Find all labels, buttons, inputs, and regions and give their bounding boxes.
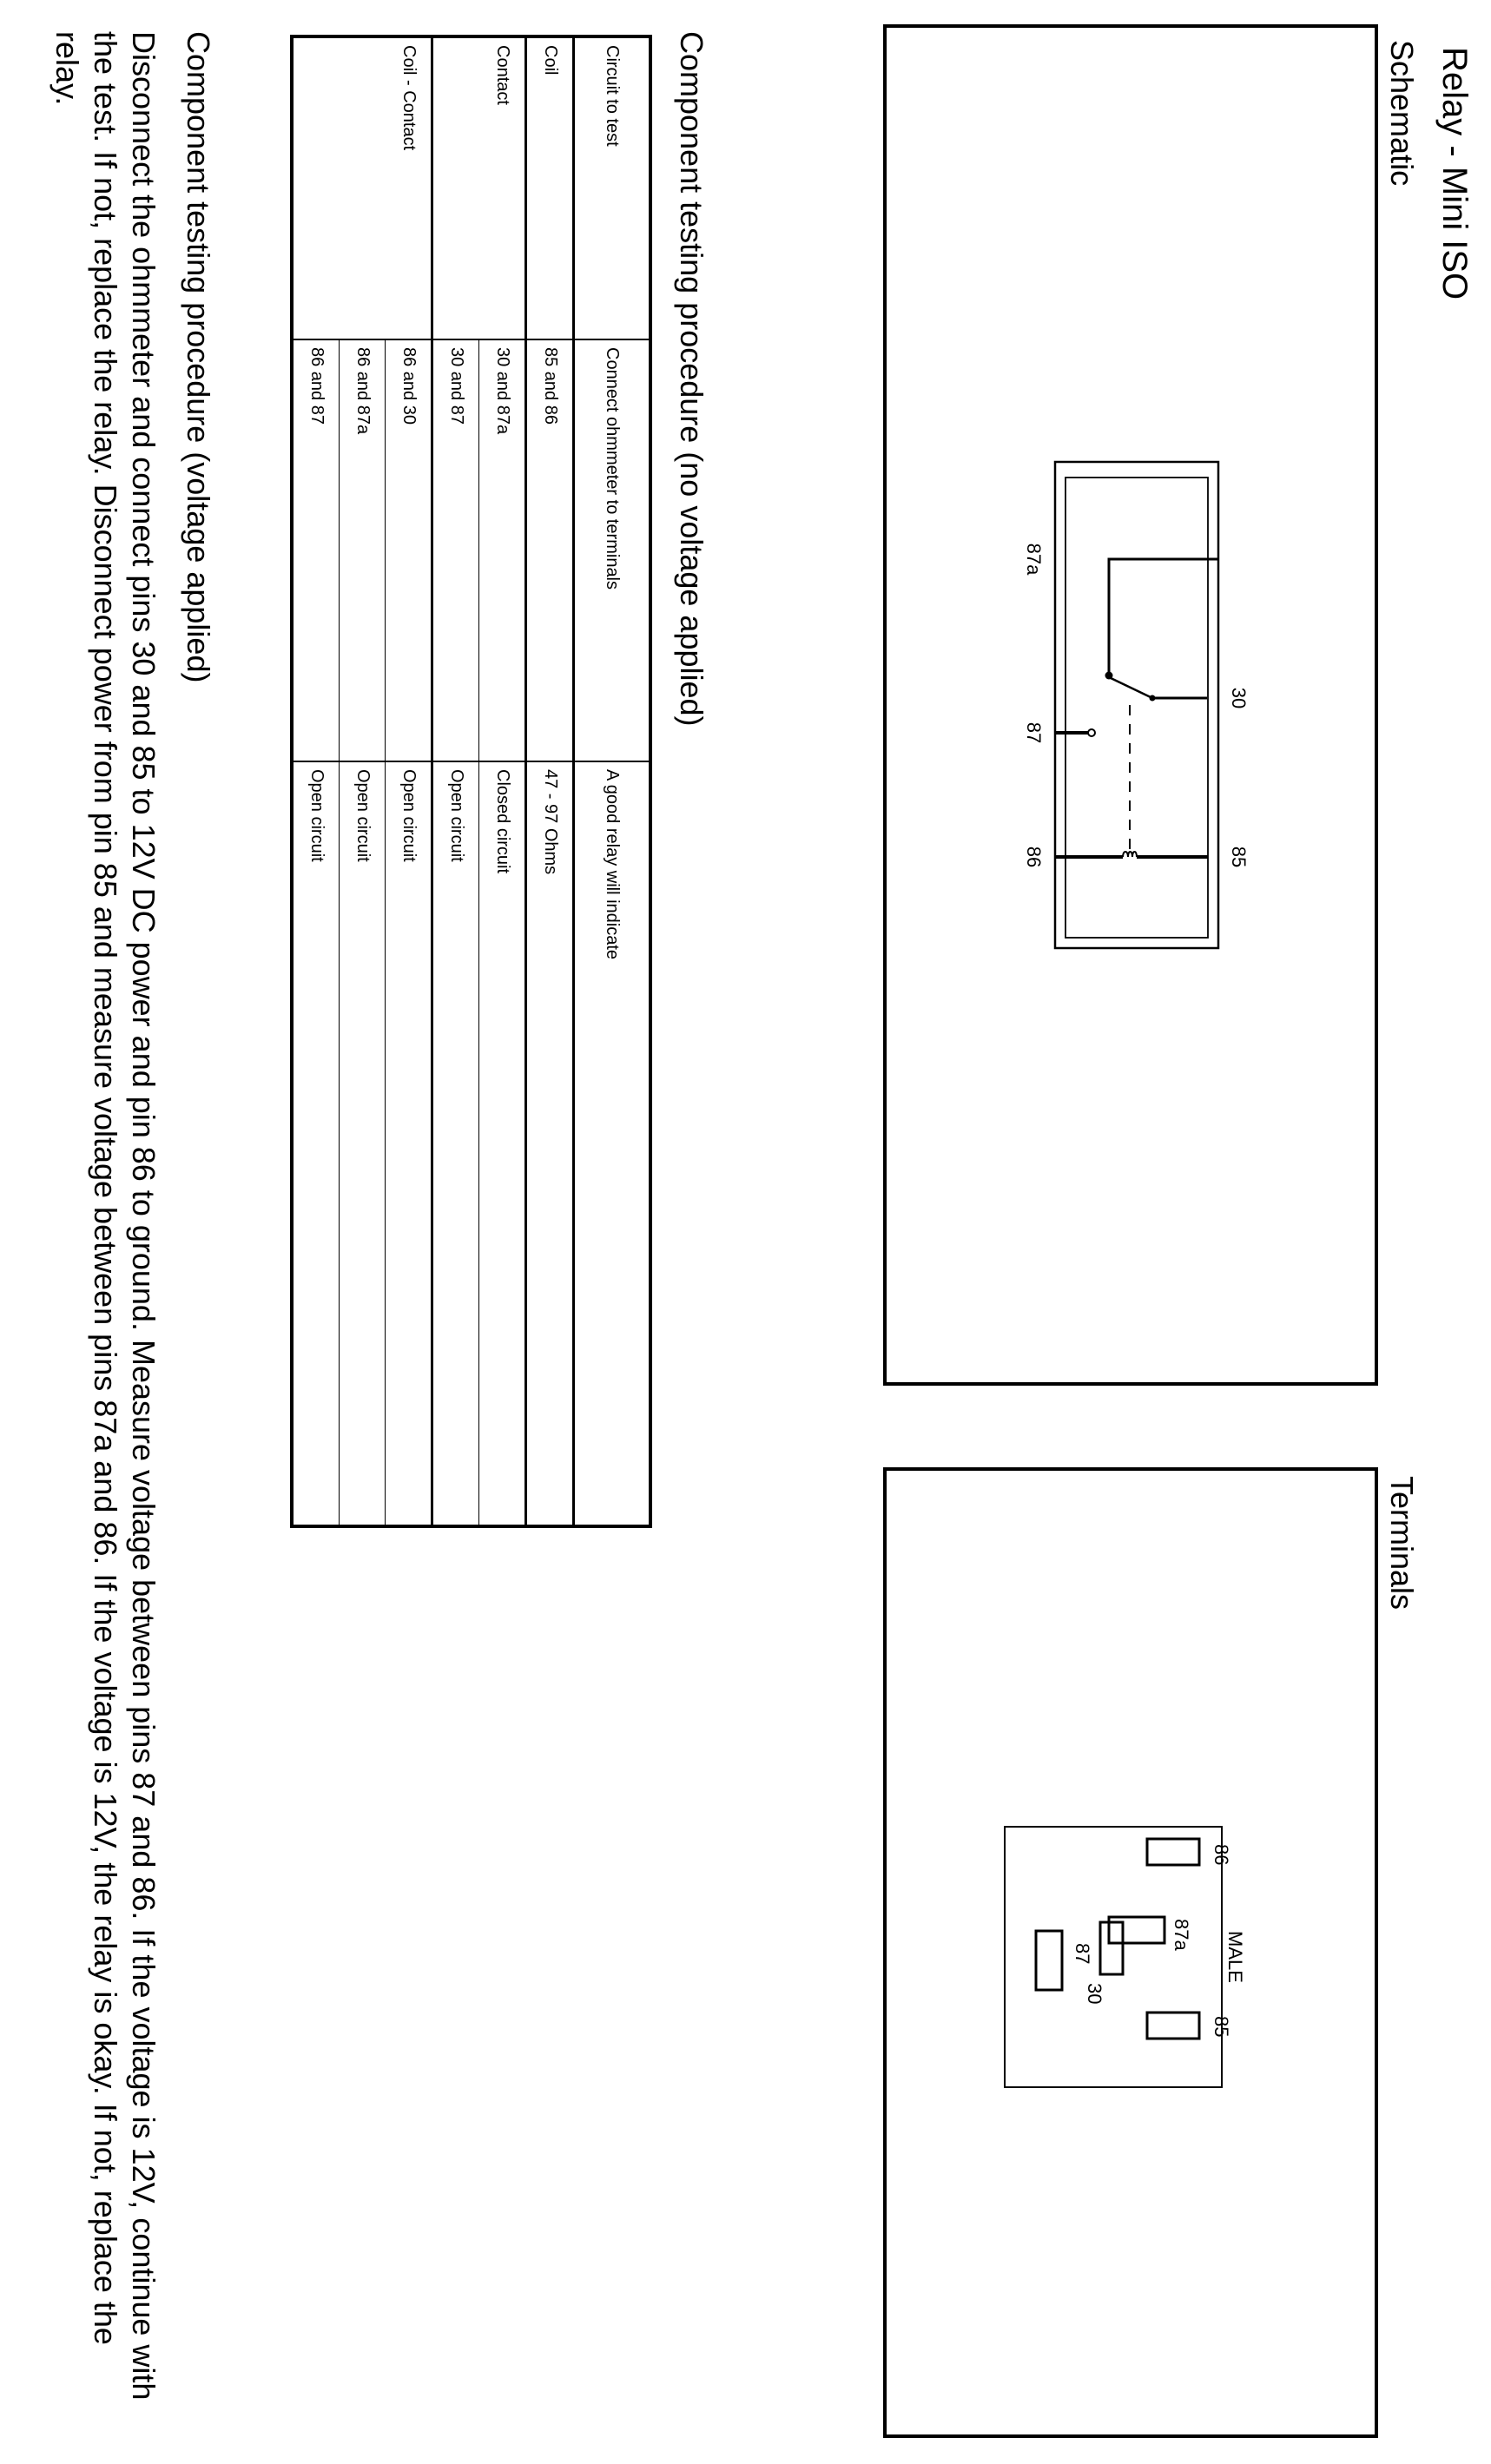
table-row (340, 36, 386, 1526)
row-circuit: Contact (479, 36, 526, 339)
table-row (526, 36, 574, 1526)
coil-winding (1123, 852, 1137, 857)
row-terminals: 30 and 87a (479, 339, 526, 761)
terminal-86-blade (1147, 1839, 1199, 1865)
relay-housing-outer (1055, 462, 1218, 948)
terminal-layout-diagram (887, 1471, 1375, 2434)
pin-87-label: 87 (1023, 721, 1045, 744)
row-indication: Open circuit (386, 761, 432, 1526)
terminal-85-blade (1147, 2013, 1199, 2039)
table-row (432, 36, 479, 1526)
header-indication: A good relay will indicate (574, 761, 650, 1526)
switch-arm (1109, 677, 1152, 698)
header-circuit: Circuit to test (574, 36, 650, 339)
pin-87a-label: 87a (1023, 543, 1045, 576)
pin-87a-wire (1109, 559, 1218, 675)
contact-87-point (1088, 729, 1095, 736)
relay-housing-inner (1065, 478, 1208, 938)
row-circuit: Coil (526, 36, 574, 339)
pin-85-label: 85 (1228, 846, 1250, 868)
row-terminals: 86 and 30 (386, 339, 432, 761)
voltage-applied-heading: Component testing procedure (voltage applied) (181, 31, 216, 683)
pin-86-label: 86 (1023, 846, 1045, 868)
table-row (293, 36, 340, 1526)
no-voltage-heading: Component testing procedure (no voltage applied) (674, 31, 709, 727)
row-terminals: 86 and 87a (340, 339, 386, 761)
terminal-86-label: 86 (1211, 1844, 1232, 1866)
terminal-87-blade (1036, 1931, 1062, 1990)
table-row (479, 36, 526, 1526)
row-circuit (340, 36, 386, 339)
terminal-30-label: 30 (1084, 1983, 1105, 2005)
row-indication: Open circuit (340, 761, 386, 1526)
terminal-85-label: 85 (1211, 2016, 1232, 2038)
ohmmeter-test-table (291, 35, 653, 1528)
row-indication: Closed circuit (479, 761, 526, 1526)
row-terminals: 86 and 87 (293, 339, 340, 761)
row-circuit: Coil - Contact (386, 36, 432, 339)
row-circuit (293, 36, 340, 339)
row-indication: Open circuit (307, 769, 327, 862)
table-header-row (574, 36, 650, 1526)
relay-schematic-diagram (887, 28, 1375, 1382)
page-title: Relay - Mini ISO (1435, 47, 1474, 300)
row-indication: Open circuit (432, 761, 479, 1526)
terminals-heading: Terminals (1384, 1476, 1420, 1611)
row-terminals: 30 and 87 (432, 339, 479, 761)
row-terminals: 85 and 86 (526, 339, 574, 761)
table-row (386, 36, 432, 1526)
voltage-applied-instructions: Disconnect the ohmmeter and connect pins 30 and 85 to 12V DC power and pin 86 to ground. Measure voltage between pins 87 and 86. If the voltage is 12V, continue with the test. If not, replace the relay. Disconnect power from pin 85 and measure voltage between pins 87a and 86. If the voltage is 12V, the relay is okay. If not, replace the relay. (49, 31, 162, 2401)
terminal-87-label: 87 (1072, 1943, 1093, 1965)
header-terminals: Connect ohmmeter to terminals (574, 339, 650, 761)
terminal-30-blade (1100, 1922, 1123, 1974)
terminals-panel (883, 1467, 1378, 2438)
row-circuit (432, 36, 479, 339)
terminal-87a-label: 87a (1171, 1919, 1192, 1951)
schematic-panel (883, 24, 1378, 1386)
contact-87a-dot (1105, 672, 1113, 680)
connector-gender-label: MALE (1224, 1931, 1246, 1983)
row-indication: 47 - 97 Ohms (526, 761, 574, 1526)
pin-30-label: 30 (1228, 687, 1250, 709)
switch-pivot (1150, 695, 1156, 702)
schematic-heading: Schematic (1384, 40, 1420, 187)
